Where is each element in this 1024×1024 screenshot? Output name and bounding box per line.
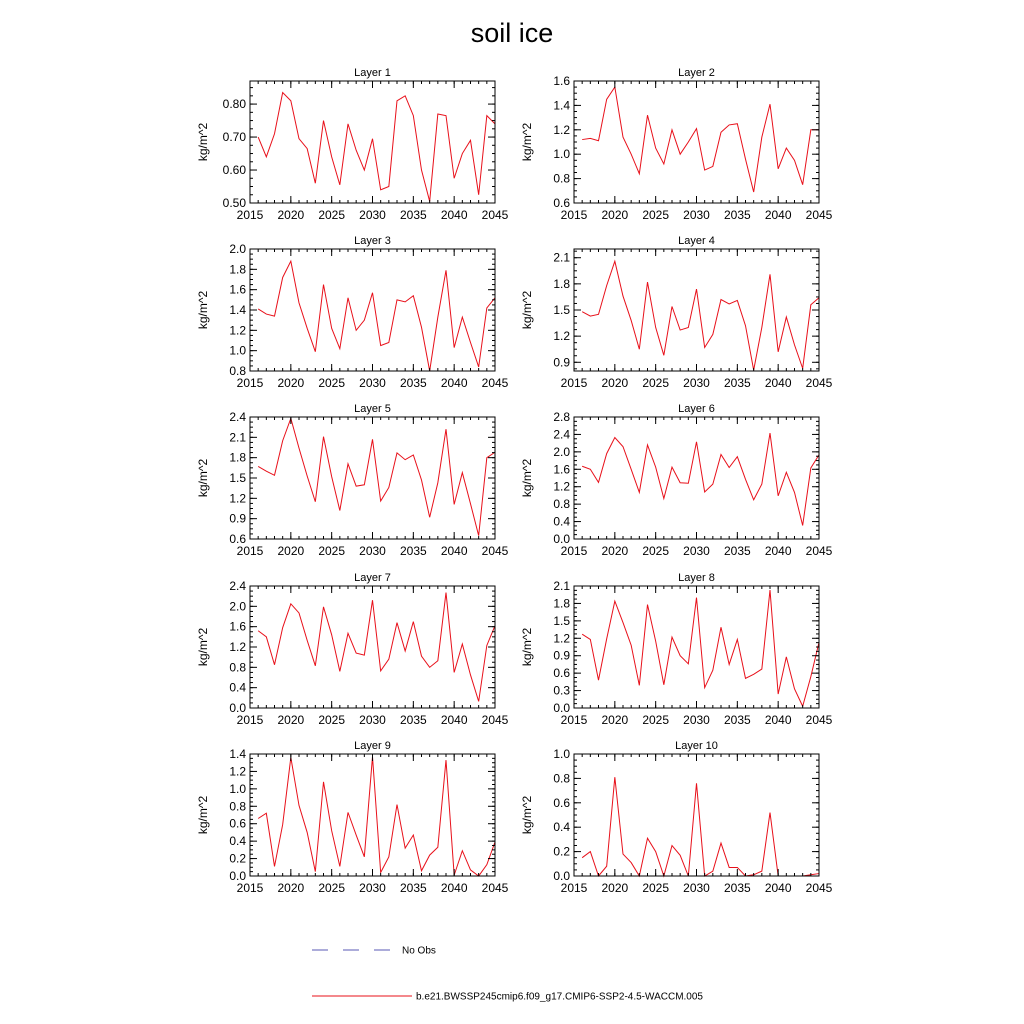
- x-tick-label: 2035: [723, 713, 751, 727]
- y-tick-label: 0.9: [229, 511, 246, 526]
- y-tick-label: 1.0: [229, 343, 246, 358]
- chart-title-layer-10: Layer 10: [675, 740, 718, 752]
- x-tick-label: 2040: [764, 881, 792, 895]
- y-tick-label: 0.9: [553, 355, 570, 370]
- x-tick-label: 2035: [399, 544, 427, 558]
- series-line-layer-9: [258, 757, 495, 876]
- x-tick-label: 2040: [440, 376, 468, 390]
- x-tick-label: 2035: [723, 208, 751, 222]
- x-tick-label: 2020: [601, 881, 629, 895]
- x-tick-label: 2020: [601, 713, 629, 727]
- plot-frame: [250, 249, 495, 371]
- y-tick-label: 0.0: [553, 701, 570, 715]
- y-axis-label: kg/m^2: [196, 290, 210, 330]
- x-tick-label: 2045: [481, 376, 509, 390]
- y-tick-label: 1.8: [229, 450, 246, 465]
- y-tick-label: 0.60: [222, 163, 246, 178]
- x-tick-label: 2045: [805, 544, 833, 558]
- y-tick-label: 1.4: [553, 98, 570, 113]
- x-tick-label: 2025: [318, 376, 346, 390]
- y-tick-label: 0.6: [229, 816, 246, 831]
- y-axis-label: kg/m^2: [196, 627, 210, 667]
- y-tick-label: 2.1: [553, 579, 570, 593]
- y-tick-label: 0.8: [229, 799, 246, 814]
- x-tick-label: 2045: [805, 208, 833, 222]
- y-tick-label: 1.2: [553, 631, 570, 646]
- y-tick-label: 1.0: [229, 781, 246, 796]
- x-tick-label: 2025: [642, 713, 670, 727]
- y-axis-label: kg/m^2: [520, 122, 534, 162]
- x-tick-label: 2025: [642, 376, 670, 390]
- plot-frame: [574, 81, 819, 203]
- y-tick-label: 1.8: [229, 262, 246, 277]
- x-tick-label: 2015: [560, 881, 588, 895]
- y-tick-label: 2.4: [229, 410, 246, 424]
- chart-title-layer-7: Layer 7: [354, 572, 391, 584]
- x-tick-label: 2045: [481, 208, 509, 222]
- series-line-layer-2: [582, 87, 819, 192]
- chart-layer-4: [520, 235, 833, 390]
- x-tick-label: 2035: [399, 208, 427, 222]
- x-tick-label: 2045: [481, 881, 509, 895]
- y-tick-label: 1.6: [553, 462, 570, 477]
- plot-frame: [250, 754, 495, 876]
- chart-title-layer-6: Layer 6: [678, 403, 715, 415]
- chart-layer-10: [520, 740, 833, 895]
- y-tick-label: 0.8: [553, 171, 570, 186]
- y-tick-label: 1.0: [553, 747, 570, 761]
- y-tick-label: 0.6: [553, 795, 570, 810]
- x-tick-label: 2035: [399, 881, 427, 895]
- x-tick-label: 2020: [277, 713, 305, 727]
- y-tick-label: 1.6: [229, 282, 246, 297]
- chart-layer-1: [196, 67, 509, 222]
- y-tick-label: 0.0: [553, 869, 570, 883]
- x-tick-label: 2035: [723, 544, 751, 558]
- chart-title-layer-2: Layer 2: [678, 67, 715, 79]
- y-tick-label: 2.0: [229, 599, 246, 614]
- series-line-layer-4: [582, 261, 819, 370]
- y-tick-label: 0.80: [222, 97, 246, 112]
- x-tick-label: 2045: [805, 881, 833, 895]
- y-tick-label: 0.50: [222, 196, 246, 210]
- y-tick-label: 0.6: [229, 532, 246, 546]
- x-tick-label: 2035: [399, 713, 427, 727]
- legend: [312, 946, 703, 1003]
- x-tick-label: 2030: [683, 208, 710, 222]
- plot-frame: [574, 417, 819, 539]
- plot-frame: [250, 417, 495, 539]
- y-axis-label: kg/m^2: [520, 290, 534, 330]
- x-tick-label: 2020: [277, 376, 305, 390]
- x-tick-label: 2045: [481, 544, 509, 558]
- x-tick-label: 2040: [764, 544, 792, 558]
- series-line-layer-10: [582, 777, 819, 876]
- x-tick-label: 2035: [723, 376, 751, 390]
- y-tick-label: 1.4: [229, 747, 246, 761]
- y-axis-label: kg/m^2: [520, 458, 534, 498]
- legend-label-obs: No Obs: [402, 945, 436, 957]
- chart-title-layer-9: Layer 9: [354, 740, 391, 752]
- x-tick-label: 2025: [318, 713, 346, 727]
- x-tick-label: 2030: [683, 713, 710, 727]
- x-tick-label: 2015: [236, 544, 264, 558]
- chart-layer-6: [520, 403, 833, 558]
- x-tick-label: 2040: [440, 881, 468, 895]
- chart-title-layer-1: Layer 1: [354, 67, 391, 79]
- y-tick-label: 1.2: [553, 479, 570, 494]
- chart-layer-5: [196, 403, 509, 558]
- y-tick-label: 0.6: [553, 196, 570, 210]
- x-tick-label: 2020: [277, 208, 305, 222]
- x-tick-label: 2030: [359, 713, 386, 727]
- x-tick-label: 2015: [560, 376, 588, 390]
- series-line-layer-7: [258, 593, 495, 702]
- x-tick-label: 2025: [642, 881, 670, 895]
- series-line-layer-6: [582, 433, 819, 525]
- y-tick-label: 0.8: [553, 497, 570, 512]
- x-tick-label: 2030: [683, 376, 710, 390]
- y-tick-label: 1.2: [229, 323, 246, 338]
- chart-title-layer-8: Layer 8: [678, 572, 715, 584]
- y-tick-label: 0.6: [553, 666, 570, 681]
- y-tick-label: 1.5: [229, 471, 246, 485]
- y-tick-label: 1.6: [229, 619, 246, 634]
- y-tick-label: 1.2: [229, 491, 246, 506]
- x-tick-label: 2020: [601, 376, 629, 390]
- x-tick-label: 2015: [560, 544, 588, 558]
- x-tick-label: 2015: [236, 881, 264, 895]
- y-tick-label: 1.8: [553, 276, 570, 291]
- y-axis-label: kg/m^2: [196, 795, 210, 835]
- x-tick-label: 2030: [683, 881, 710, 895]
- x-tick-label: 2040: [440, 544, 468, 558]
- chart-layer-9: [196, 740, 509, 895]
- x-tick-label: 2015: [236, 376, 264, 390]
- y-tick-label: 2.4: [553, 427, 570, 442]
- page-title: soil ice: [470, 18, 554, 48]
- x-tick-label: 2030: [359, 881, 386, 895]
- y-tick-label: 0.4: [229, 834, 246, 849]
- x-tick-label: 2015: [236, 208, 264, 222]
- y-axis-label: kg/m^2: [520, 627, 534, 667]
- y-tick-label: 2.0: [229, 242, 246, 256]
- y-tick-label: 1.8: [553, 596, 570, 611]
- y-tick-label: 0.4: [553, 820, 570, 835]
- x-tick-label: 2015: [560, 713, 588, 727]
- y-tick-label: 0.0: [553, 532, 570, 546]
- x-tick-label: 2015: [236, 713, 264, 727]
- x-tick-label: 2025: [642, 208, 670, 222]
- y-tick-label: 1.5: [553, 303, 570, 317]
- plot-frame: [250, 81, 495, 203]
- series-line-layer-5: [258, 418, 495, 535]
- y-tick-label: 0.0: [229, 869, 246, 883]
- y-tick-label: 1.5: [553, 613, 570, 628]
- x-tick-label: 2020: [277, 544, 305, 558]
- y-tick-label: 0.2: [553, 844, 570, 859]
- y-tick-label: 1.0: [553, 147, 570, 162]
- y-tick-label: 0.4: [553, 514, 570, 529]
- x-tick-label: 2015: [560, 208, 588, 222]
- x-tick-label: 2025: [318, 208, 346, 222]
- y-tick-label: 2.1: [553, 250, 570, 265]
- y-tick-label: 2.4: [229, 579, 246, 593]
- y-tick-label: 0.3: [553, 683, 570, 698]
- x-tick-label: 2040: [440, 713, 468, 727]
- y-tick-label: 1.2: [553, 122, 570, 137]
- y-axis-label: kg/m^2: [196, 122, 210, 162]
- chart-layer-8: [520, 572, 833, 727]
- x-tick-label: 2045: [805, 376, 833, 390]
- x-tick-label: 2040: [764, 208, 792, 222]
- x-tick-label: 2025: [642, 544, 670, 558]
- plot-frame: [574, 586, 819, 708]
- series-line-layer-8: [582, 590, 819, 706]
- y-tick-label: 2.0: [553, 444, 570, 459]
- x-tick-label: 2040: [764, 713, 792, 727]
- x-tick-label: 2030: [359, 208, 386, 222]
- chart-title-layer-4: Layer 4: [678, 235, 715, 247]
- x-tick-label: 2025: [318, 881, 346, 895]
- y-tick-label: 1.2: [229, 764, 246, 779]
- x-tick-label: 2045: [805, 713, 833, 727]
- y-tick-label: 0.8: [553, 771, 570, 786]
- x-tick-label: 2020: [277, 881, 305, 895]
- y-tick-label: 0.0: [229, 701, 246, 715]
- y-tick-label: 0.8: [229, 364, 246, 378]
- y-tick-label: 1.6: [553, 74, 570, 88]
- y-tick-label: 2.1: [229, 430, 246, 445]
- plot-frame: [574, 249, 819, 371]
- plot-frame: [574, 754, 819, 876]
- x-tick-label: 2040: [440, 208, 468, 222]
- series-line-layer-1: [258, 93, 495, 202]
- chart-layer-2: [520, 67, 833, 222]
- series-line-layer-3: [258, 261, 495, 371]
- legend-label-model: b.e21.BWSSP245cmip6.f09_g17.CMIP6-SSP2-4.5-WACCM.005: [416, 991, 703, 1003]
- y-tick-label: 1.4: [229, 303, 246, 317]
- y-tick-label: 1.2: [553, 329, 570, 344]
- chart-layer-7: [196, 572, 509, 727]
- x-tick-label: 2030: [359, 376, 386, 390]
- y-tick-label: 0.70: [222, 130, 246, 145]
- x-tick-label: 2035: [399, 376, 427, 390]
- x-tick-label: 2030: [683, 544, 710, 558]
- y-axis-label: kg/m^2: [196, 458, 210, 498]
- chart-layer-3: [196, 235, 509, 390]
- x-tick-label: 2020: [601, 208, 629, 222]
- chart-title-layer-5: Layer 5: [354, 403, 391, 415]
- y-tick-label: 2.8: [553, 410, 570, 424]
- y-tick-label: 0.8: [229, 660, 246, 675]
- x-tick-label: 2020: [601, 544, 629, 558]
- x-tick-label: 2040: [764, 376, 792, 390]
- y-tick-label: 1.2: [229, 640, 246, 654]
- chart-panels: [196, 67, 833, 895]
- x-tick-label: 2025: [318, 544, 346, 558]
- y-tick-label: 0.2: [229, 851, 246, 866]
- chart-title-layer-3: Layer 3: [354, 235, 391, 247]
- y-tick-label: 0.4: [229, 680, 246, 695]
- x-tick-label: 2045: [481, 713, 509, 727]
- x-tick-label: 2035: [723, 881, 751, 895]
- y-tick-label: 0.9: [553, 648, 570, 663]
- y-axis-label: kg/m^2: [520, 795, 534, 835]
- x-tick-label: 2030: [359, 544, 386, 558]
